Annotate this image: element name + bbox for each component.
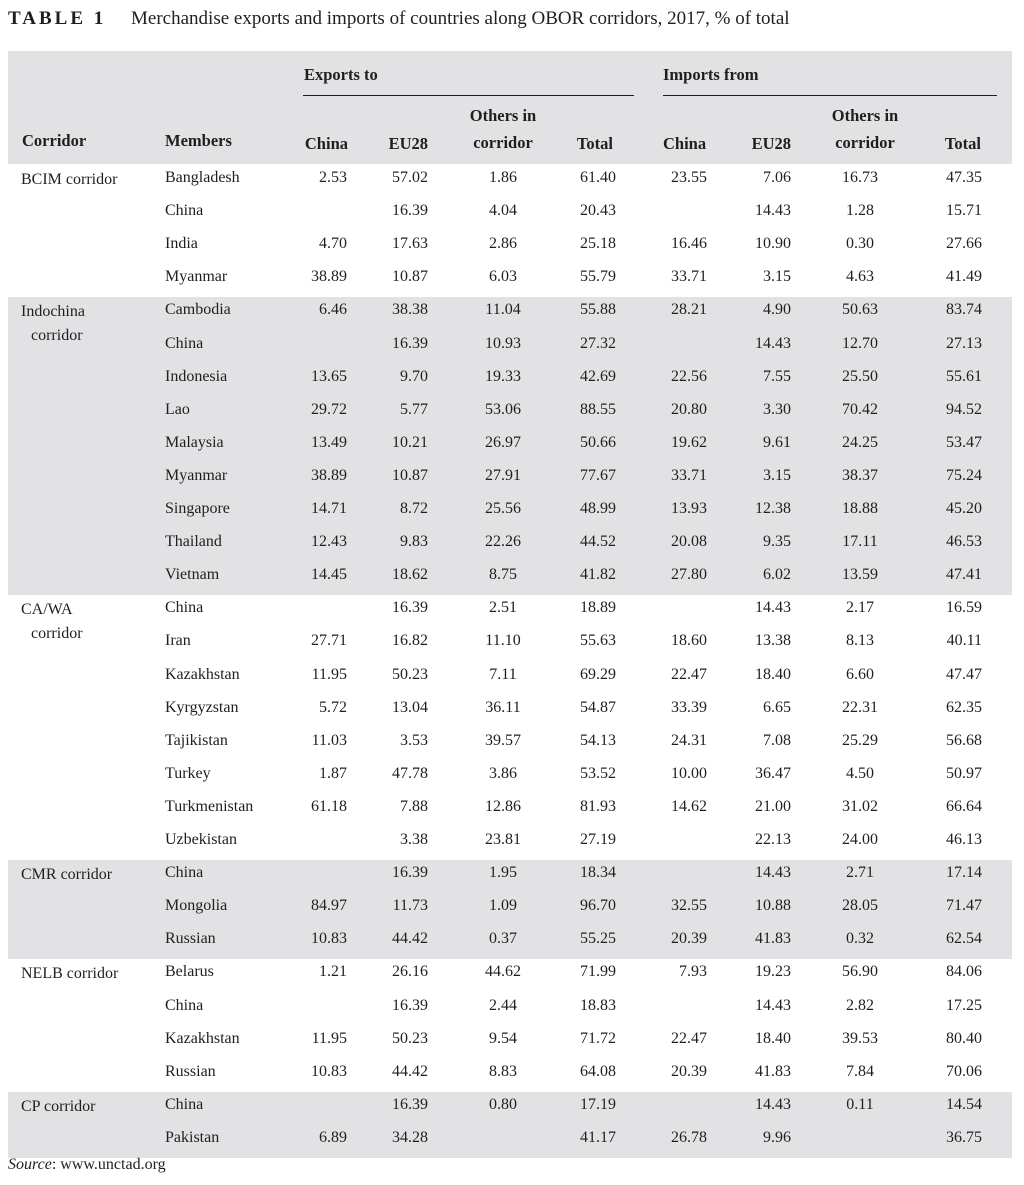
exports-eu28-cell: 3.38	[400, 831, 428, 848]
imports-total-cell: 62.35	[946, 698, 982, 716]
imports-others-cell: 13.59	[842, 566, 878, 584]
imports-china-cell: 7.93	[679, 963, 707, 981]
exports-china-cell: 5.72	[319, 698, 347, 716]
imports-total-cell: 15.71	[946, 202, 982, 220]
exports-others-cell: 7.11	[489, 665, 517, 683]
imports-others-cell: 7.84	[846, 1062, 874, 1080]
table-title: Merchandise exports and imports of countries along OBOR corridors, 2017, % of total	[131, 8, 790, 29]
imports-total-cell: 47.41	[946, 566, 982, 584]
imports-others-cell: 2.71	[846, 864, 874, 882]
exports-china-cell: 13.49	[311, 433, 347, 451]
exports-eu28-cell: 9.70	[400, 367, 428, 385]
exports-eu28-cell: 16.39	[392, 996, 428, 1014]
imports-total-cell: 17.14	[946, 864, 982, 882]
imports-others-cell: 17.11	[842, 533, 878, 551]
member-country: Russian	[165, 1062, 216, 1080]
imports-eu28-cell: 18.40	[755, 665, 791, 683]
member-country: Mongolia	[165, 897, 228, 915]
imports-others-header-line2: corridor	[835, 133, 895, 152]
exports-china-cell: 27.71	[311, 632, 347, 650]
imports-others-cell: 18.88	[842, 500, 878, 517]
imports-total-cell: 17.25	[946, 996, 982, 1014]
exports-others-cell: 25.56	[485, 500, 521, 517]
imports-others-cell: 2.17	[846, 599, 874, 617]
exports-eu28-cell: 9.83	[400, 533, 428, 551]
imports-others-cell: 56.90	[842, 963, 878, 981]
imports-china-cell: 33.71	[671, 268, 707, 286]
imports-china-cell: 20.39	[671, 930, 707, 948]
imports-total-cell: 94.52	[946, 400, 982, 418]
imports-total-cell: 62.54	[946, 930, 982, 948]
imports-others-header-line1: Others in	[831, 106, 899, 125]
member-country: Malaysia	[165, 433, 224, 451]
exports-total-header: Total	[576, 134, 613, 153]
imports-others-cell: 0.30	[846, 235, 874, 253]
imports-eu28-cell: 9.35	[763, 533, 791, 551]
imports-group-rule	[663, 95, 997, 96]
exports-china-cell: 4.70	[319, 235, 347, 253]
imports-eu28-cell: 14.43	[755, 599, 791, 617]
member-country: Tajikistan	[165, 731, 228, 749]
imports-china-cell: 10.00	[671, 764, 707, 782]
imports-others-cell: 28.05	[842, 897, 878, 915]
corridor-name: Indochina	[21, 303, 85, 321]
corridor-name: corridor	[31, 625, 83, 643]
exports-others-cell: 8.75	[489, 566, 517, 584]
exports-others-cell: 1.95	[489, 864, 517, 882]
imports-total-cell: 56.68	[946, 731, 982, 749]
member-country: China	[165, 599, 204, 617]
imports-eu28-cell: 9.61	[763, 433, 791, 451]
exports-total-cell: 18.34	[580, 864, 616, 882]
exports-eu28-cell: 13.04	[392, 698, 428, 716]
imports-total-cell: 27.13	[946, 334, 982, 352]
exports-eu28-cell: 16.39	[392, 599, 428, 617]
imports-eu28-cell: 14.43	[755, 996, 791, 1014]
imports-total-cell: 70.06	[946, 1062, 982, 1080]
imports-eu28-cell: 10.88	[755, 897, 791, 915]
member-country: China	[165, 202, 204, 220]
imports-eu28-cell: 21.00	[755, 797, 791, 815]
exports-total-cell: 55.79	[580, 268, 616, 286]
imports-total-cell: 46.53	[946, 533, 982, 551]
exports-eu28-cell: 8.72	[400, 500, 428, 517]
imports-others-cell: 50.63	[842, 301, 878, 319]
imports-china-cell: 22.56	[671, 367, 707, 385]
imports-others-cell: 12.70	[842, 334, 878, 352]
imports-total-cell: 14.54	[946, 1095, 982, 1113]
exports-total-cell: 61.40	[580, 169, 616, 186]
imports-china-cell: 20.80	[671, 400, 707, 418]
imports-eu28-cell: 14.43	[755, 1095, 791, 1113]
imports-china-cell: 32.55	[671, 897, 707, 915]
exports-eu28-cell: 17.63	[392, 235, 428, 253]
exports-total-cell: 81.93	[580, 797, 616, 815]
imports-eu28-cell: 14.43	[755, 334, 791, 352]
exports-total-cell: 55.88	[580, 301, 616, 319]
imports-eu28-cell: 10.90	[755, 235, 791, 253]
exports-others-cell: 6.03	[489, 268, 517, 286]
imports-others-cell: 24.00	[842, 831, 878, 848]
exports-others-cell: 12.86	[485, 797, 521, 815]
exports-total-cell: 18.83	[580, 996, 616, 1014]
exports-others-cell: 10.93	[485, 334, 521, 352]
member-country: Kyrgyzstan	[165, 698, 239, 716]
member-country: Belarus	[165, 963, 214, 981]
exports-total-cell: 55.25	[580, 930, 616, 948]
imports-eu28-cell: 7.55	[763, 367, 791, 385]
exports-others-cell: 1.09	[489, 897, 517, 915]
exports-eu28-cell: 34.28	[392, 1128, 428, 1146]
member-country: Thailand	[165, 533, 222, 551]
member-country: Myanmar	[165, 466, 228, 484]
imports-eu28-cell: 36.47	[755, 764, 791, 782]
exports-eu28-cell: 38.38	[392, 301, 428, 319]
imports-others-cell: 22.31	[842, 698, 878, 716]
exports-china-cell: 38.89	[311, 466, 347, 484]
exports-others-cell: 0.37	[489, 930, 517, 948]
exports-others-cell: 8.83	[489, 1062, 517, 1080]
exports-china-cell: 2.53	[319, 169, 347, 186]
imports-eu28-cell: 22.13	[755, 831, 791, 848]
member-country: Bangladesh	[165, 169, 240, 186]
exports-total-cell: 44.52	[580, 533, 616, 551]
exports-others-cell: 0.80	[489, 1095, 517, 1113]
exports-eu28-cell: 3.53	[400, 731, 428, 749]
exports-others-header-line2: corridor	[473, 133, 533, 152]
exports-eu28-cell: 10.21	[392, 433, 428, 451]
imports-total-cell: 83.74	[946, 301, 982, 319]
imports-eu28-cell: 6.65	[763, 698, 791, 716]
imports-total-cell: 47.35	[946, 169, 982, 186]
exports-china-cell: 11.95	[311, 665, 347, 683]
imports-others-cell: 70.42	[842, 400, 878, 418]
imports-others-cell: 1.28	[846, 202, 874, 220]
imports-china-cell: 22.47	[671, 1029, 707, 1047]
exports-china-cell: 13.65	[311, 367, 347, 385]
member-country: Iran	[165, 632, 191, 650]
exports-group-header: Exports to	[304, 65, 378, 84]
member-country: Turkmenistan	[165, 797, 254, 815]
exports-others-header-line1: Others in	[469, 106, 537, 125]
exports-total-cell: 69.29	[580, 665, 616, 683]
exports-others-cell: 3.86	[489, 764, 517, 782]
members-column-header: Members	[165, 131, 232, 150]
exports-eu28-cell: 44.42	[392, 1062, 428, 1080]
imports-others-cell: 0.32	[846, 930, 874, 948]
imports-eu28-cell: 14.43	[755, 864, 791, 882]
imports-total-cell: 53.47	[946, 433, 982, 451]
imports-others-cell: 2.82	[846, 996, 874, 1014]
exports-eu28-cell: 11.73	[392, 897, 428, 915]
member-country: China	[165, 334, 204, 352]
imports-others-cell: 8.13	[846, 632, 874, 650]
imports-total-cell: 16.59	[946, 599, 982, 617]
exports-china-cell: 1.21	[319, 963, 347, 981]
exports-china-header: China	[304, 134, 348, 153]
exports-china-cell: 14.71	[311, 500, 347, 517]
exports-china-cell: 38.89	[311, 268, 347, 286]
imports-total-cell: 27.66	[946, 235, 982, 253]
imports-china-cell: 33.39	[671, 698, 707, 716]
imports-china-cell: 26.78	[671, 1128, 707, 1146]
exports-total-cell: 17.19	[580, 1095, 616, 1113]
exports-eu28-cell: 16.39	[392, 202, 428, 220]
exports-eu28-cell: 16.39	[392, 1095, 428, 1113]
exports-others-cell: 1.86	[489, 169, 517, 186]
exports-total-cell: 71.99	[580, 963, 616, 981]
imports-eu28-cell: 9.96	[763, 1128, 791, 1146]
corridor-name: CMR corridor	[21, 866, 113, 884]
imports-eu28-cell: 13.38	[755, 632, 791, 650]
exports-china-cell: 11.95	[311, 1029, 347, 1047]
exports-total-cell: 64.08	[580, 1062, 616, 1080]
imports-others-cell: 0.11	[846, 1095, 874, 1113]
imports-china-cell: 18.60	[671, 632, 707, 650]
imports-eu28-cell: 3.30	[763, 400, 791, 418]
exports-total-cell: 55.63	[580, 632, 616, 650]
imports-others-cell: 31.02	[842, 797, 878, 815]
exports-eu28-cell: 16.39	[392, 334, 428, 352]
imports-total-cell: 71.47	[946, 897, 982, 915]
imports-china-cell: 27.80	[671, 566, 707, 584]
member-country: Uzbekistan	[165, 831, 237, 848]
imports-eu28-cell: 7.06	[763, 169, 791, 186]
exports-others-cell: 22.26	[485, 533, 521, 551]
exports-total-cell: 77.67	[580, 466, 616, 484]
exports-others-cell: 4.04	[489, 202, 517, 220]
imports-others-cell: 25.50	[842, 367, 878, 385]
imports-others-cell: 39.53	[842, 1029, 878, 1047]
imports-total-cell: 75.24	[946, 466, 982, 484]
imports-total-header: Total	[944, 134, 981, 153]
member-country: Pakistan	[165, 1128, 220, 1146]
exports-others-cell: 39.57	[485, 731, 521, 749]
corridor-name: CA/WA	[21, 601, 73, 619]
imports-china-cell: 28.21	[671, 301, 707, 319]
exports-china-cell: 6.46	[319, 301, 347, 319]
source-label: Source	[8, 1156, 52, 1173]
exports-eu28-cell: 10.87	[392, 466, 428, 484]
member-country: Indonesia	[165, 367, 228, 385]
exports-total-cell: 41.82	[580, 566, 616, 584]
exports-eu28-cell: 50.23	[392, 665, 428, 683]
exports-china-cell: 84.97	[311, 897, 347, 915]
exports-others-cell: 36.11	[485, 698, 521, 716]
imports-china-cell: 16.46	[671, 235, 707, 253]
exports-total-cell: 48.99	[580, 500, 616, 517]
imports-others-cell: 24.25	[842, 433, 878, 451]
exports-others-cell: 19.33	[485, 367, 521, 385]
member-country: Cambodia	[165, 301, 231, 319]
table-number: TABLE 1	[8, 8, 107, 29]
imports-eu28-cell: 14.43	[755, 202, 791, 220]
imports-others-cell: 38.37	[842, 466, 878, 484]
imports-china-cell: 20.39	[671, 1062, 707, 1080]
exports-china-cell: 10.83	[311, 1062, 347, 1080]
exports-others-cell: 2.51	[489, 599, 517, 617]
member-country: Singapore	[165, 500, 230, 517]
table-caption	[8, 8, 790, 30]
imports-group-header: Imports from	[663, 65, 759, 84]
exports-group-rule	[303, 95, 634, 96]
exports-total-cell: 20.43	[580, 202, 616, 220]
exports-total-cell: 53.52	[580, 764, 616, 782]
imports-china-cell: 13.93	[671, 500, 707, 517]
imports-total-cell: 80.40	[946, 1029, 982, 1047]
exports-eu28-header: EU28	[388, 134, 428, 153]
exports-eu28-cell: 44.42	[392, 930, 428, 948]
corridor-name: NELB corridor	[21, 965, 119, 983]
imports-china-cell: 19.62	[671, 433, 707, 451]
imports-china-cell: 14.62	[671, 797, 707, 815]
corridor-name: BCIM corridor	[21, 171, 118, 188]
exports-eu28-cell: 16.39	[392, 864, 428, 882]
member-country: Lao	[165, 400, 190, 418]
member-country: India	[165, 235, 198, 253]
exports-eu28-cell: 57.02	[392, 169, 428, 186]
exports-total-cell: 54.87	[580, 698, 616, 716]
exports-china-cell: 61.18	[311, 797, 347, 815]
imports-eu28-cell: 19.23	[755, 963, 791, 981]
member-country: Kazakhstan	[165, 665, 240, 683]
exports-others-cell: 2.86	[489, 235, 517, 253]
exports-eu28-cell: 5.77	[400, 400, 428, 418]
exports-others-cell: 53.06	[485, 400, 521, 418]
imports-china-cell: 20.08	[671, 533, 707, 551]
imports-others-cell: 6.60	[846, 665, 874, 683]
exports-others-cell: 11.10	[485, 632, 521, 650]
imports-total-cell: 84.06	[946, 963, 982, 981]
imports-eu28-cell: 7.08	[763, 731, 791, 749]
imports-eu28-cell: 3.15	[763, 466, 791, 484]
exports-china-cell: 10.83	[311, 930, 347, 948]
imports-total-cell: 36.75	[946, 1128, 982, 1146]
exports-total-cell: 88.55	[580, 400, 616, 418]
member-country: Myanmar	[165, 268, 228, 286]
imports-eu28-cell: 41.83	[755, 930, 791, 948]
source-url: : www.unctad.org	[51, 1156, 166, 1173]
member-country: Vietnam	[165, 566, 220, 584]
imports-total-cell: 55.61	[946, 367, 982, 385]
imports-total-cell: 47.47	[946, 665, 982, 683]
exports-eu28-cell: 18.62	[392, 566, 428, 584]
imports-china-cell: 33.71	[671, 466, 707, 484]
member-country: China	[165, 1095, 204, 1113]
exports-others-cell: 27.91	[485, 466, 521, 484]
source-note	[8, 1156, 166, 1174]
imports-eu28-cell: 18.40	[755, 1029, 791, 1047]
exports-total-cell: 41.17	[580, 1128, 616, 1146]
member-country: Turkey	[165, 764, 211, 782]
imports-eu28-cell: 6.02	[763, 566, 791, 584]
imports-total-cell: 40.11	[946, 632, 982, 650]
exports-china-cell: 12.43	[311, 533, 347, 551]
exports-china-cell: 11.03	[311, 731, 347, 749]
imports-eu28-cell: 4.90	[763, 301, 791, 319]
imports-china-cell: 24.31	[671, 731, 707, 749]
imports-eu28-cell: 3.15	[763, 268, 791, 286]
imports-eu28-cell: 41.83	[755, 1062, 791, 1080]
exports-others-cell: 2.44	[489, 996, 517, 1014]
corridor-name: corridor	[31, 327, 83, 345]
exports-total-cell: 18.89	[580, 599, 616, 617]
exports-eu28-cell: 47.78	[392, 764, 428, 782]
imports-total-cell: 50.97	[946, 764, 982, 782]
exports-total-cell: 50.66	[580, 433, 616, 451]
exports-total-cell: 25.18	[580, 235, 616, 253]
corridor-name: CP corridor	[21, 1097, 96, 1115]
imports-others-cell: 4.50	[846, 764, 874, 782]
exports-eu28-cell: 50.23	[392, 1029, 428, 1047]
corridor-column-header: Corridor	[22, 131, 87, 150]
exports-total-cell: 27.32	[580, 334, 616, 352]
exports-total-cell: 42.69	[580, 367, 616, 385]
member-country: China	[165, 864, 204, 882]
imports-china-cell: 22.47	[671, 665, 707, 683]
imports-others-cell: 25.29	[842, 731, 878, 749]
imports-total-cell: 41.49	[946, 268, 982, 286]
exports-others-cell: 11.04	[485, 301, 521, 319]
exports-china-cell: 29.72	[311, 400, 347, 418]
member-country: China	[165, 996, 204, 1014]
imports-total-cell: 66.64	[946, 797, 982, 815]
imports-others-cell: 16.73	[842, 169, 878, 186]
imports-china-header: China	[663, 134, 707, 153]
exports-china-cell: 6.89	[319, 1128, 347, 1146]
imports-total-cell: 45.20	[946, 500, 982, 517]
exports-others-cell: 44.62	[485, 963, 521, 981]
exports-total-cell: 27.19	[580, 831, 616, 848]
exports-china-cell: 14.45	[311, 566, 347, 584]
exports-eu28-cell: 26.16	[392, 963, 428, 981]
imports-eu28-header: EU28	[751, 134, 791, 153]
member-country: Kazakhstan	[165, 1029, 240, 1047]
member-country: Russian	[165, 930, 216, 948]
exports-others-cell: 9.54	[489, 1029, 517, 1047]
imports-others-cell: 4.63	[846, 268, 874, 286]
exports-others-cell: 26.97	[485, 433, 521, 451]
exports-eu28-cell: 16.82	[392, 632, 428, 650]
exports-china-cell: 1.87	[319, 764, 347, 782]
exports-total-cell: 54.13	[580, 731, 616, 749]
imports-total-cell: 46.13	[946, 831, 982, 848]
exports-eu28-cell: 10.87	[392, 268, 428, 286]
exports-total-cell: 96.70	[580, 897, 616, 915]
exports-total-cell: 71.72	[580, 1029, 616, 1047]
imports-china-cell: 23.55	[671, 169, 707, 186]
exports-eu28-cell: 7.88	[400, 797, 428, 815]
imports-eu28-cell: 12.38	[755, 500, 791, 517]
exports-others-cell: 23.81	[485, 831, 521, 848]
